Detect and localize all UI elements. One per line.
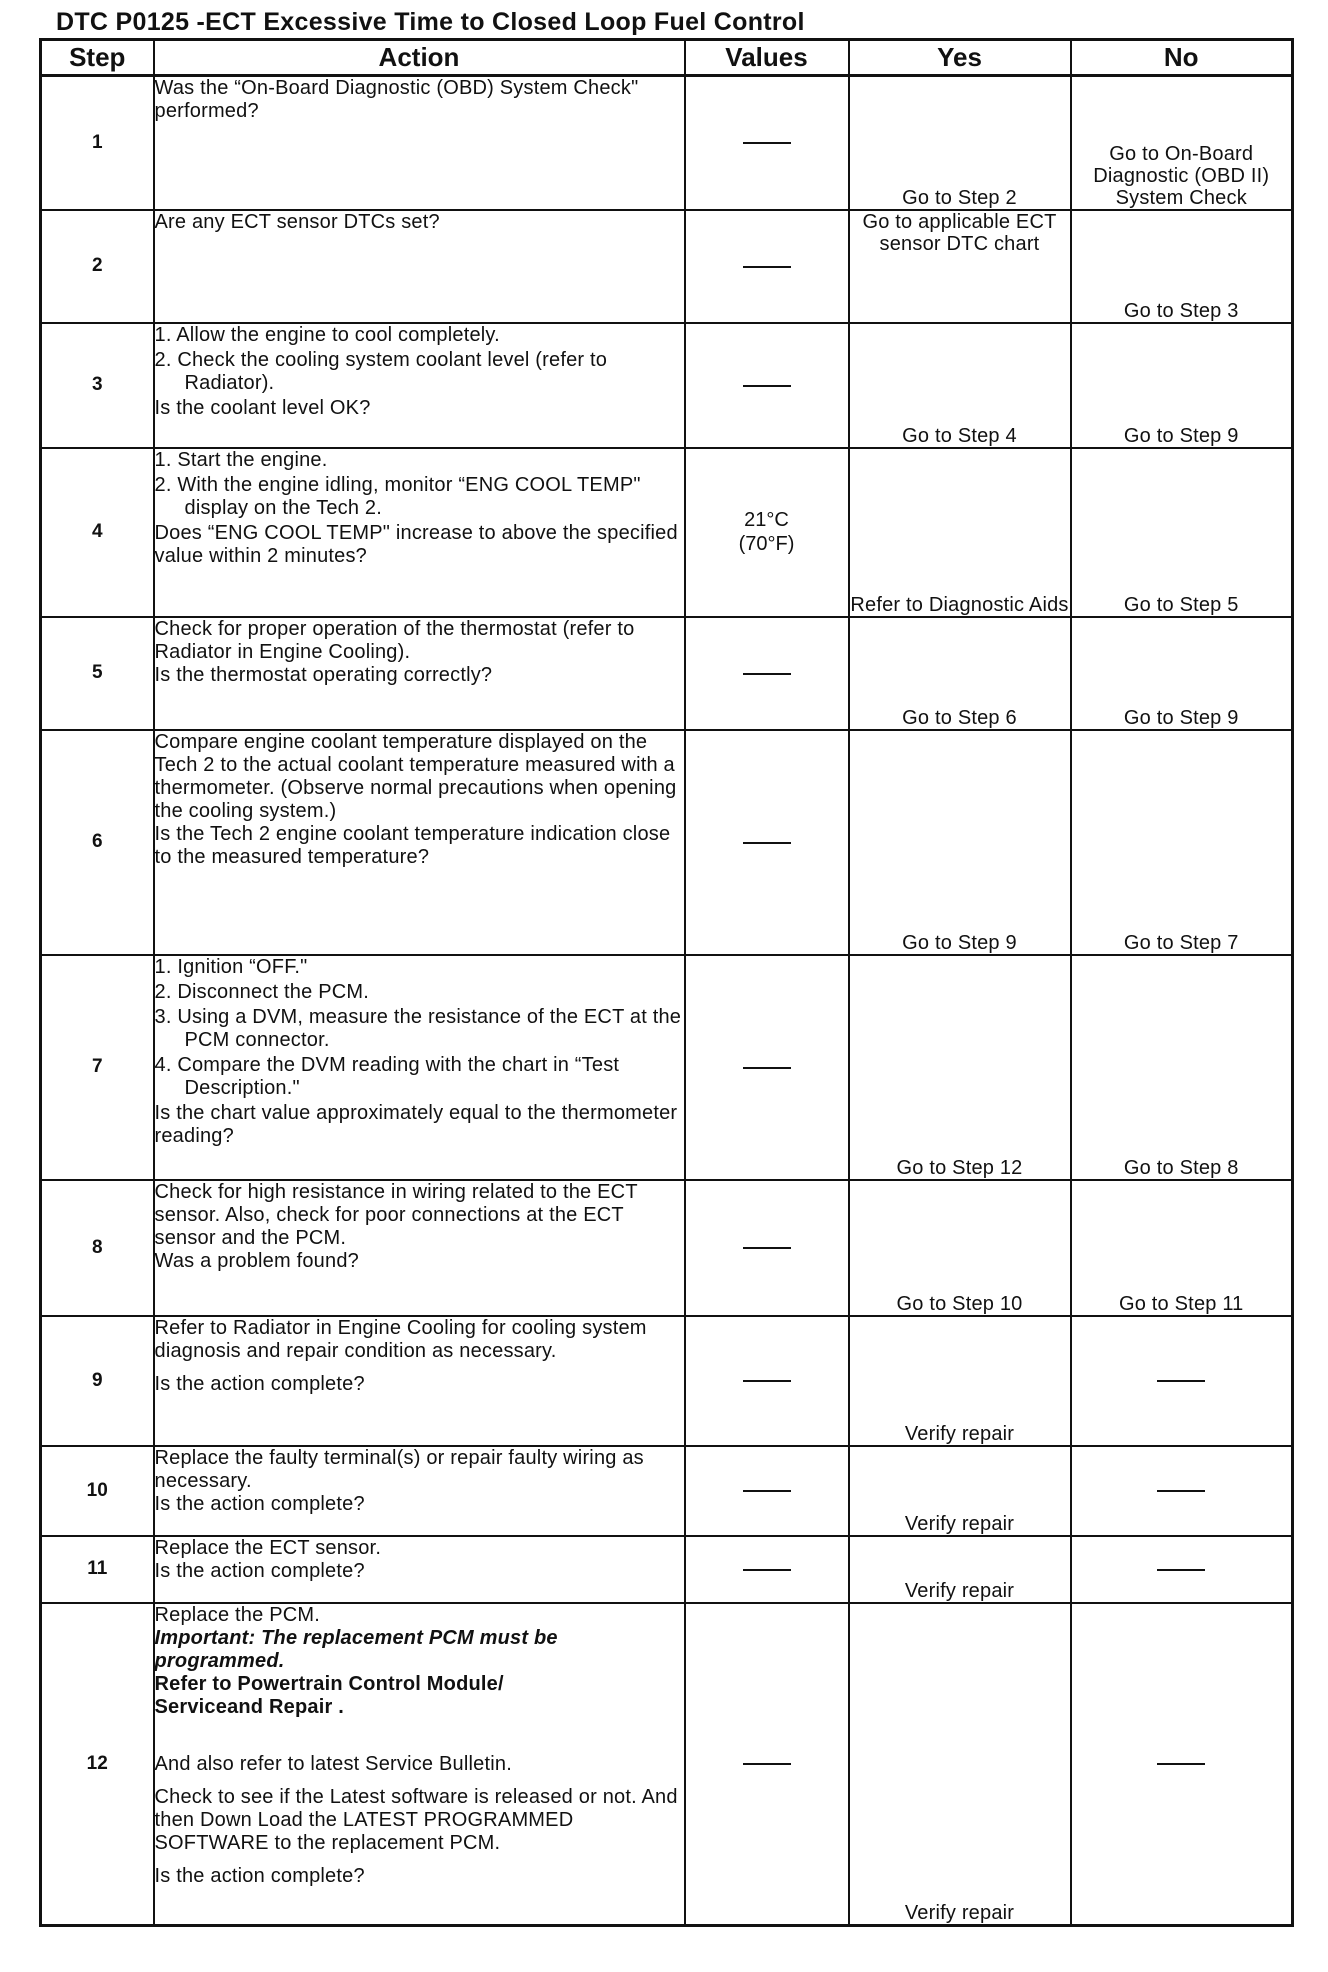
action-cell <box>154 617 685 730</box>
bulletin-note: And also refer to latest Service Bulletin. <box>154 1752 512 1775</box>
no-cell: Go to Step 7 <box>1071 730 1293 955</box>
table-row <box>41 323 1293 448</box>
values-cell <box>685 1603 849 1926</box>
step-number: 12 <box>41 1603 154 1926</box>
values-cell <box>685 76 849 210</box>
action-cell <box>154 210 685 323</box>
step-number: 4 <box>41 448 154 617</box>
no-value-dash <box>743 1380 791 1382</box>
values-cell <box>685 1316 849 1446</box>
page-title: DTC P0125 -ECT Excessive Time to Closed Loop Fuel Control <box>56 8 805 36</box>
action-cell <box>154 76 685 210</box>
action-question: Is the action complete? <box>154 1492 365 1515</box>
table-row <box>41 730 1293 955</box>
action-question: Is the Tech 2 engine coolant temperature indication close to the measured temperature? <box>154 822 671 868</box>
no-value-dash <box>743 266 791 268</box>
yes-cell: Go to applicable ECT sensor DTC chart <box>849 210 1071 323</box>
action-text: Check for high resistance in wiring related to the ECT sensor. Also, check for poor connections at the ECT sensor and the PCM. <box>154 1180 638 1249</box>
software-note: Check to see if the Latest software is released or not. And then Down Load the LATEST PROGRAMMED SOFTWARE to the replacement PCM. <box>154 1785 678 1854</box>
header-values: Values <box>685 40 849 76</box>
yes-cell: Go to Step 2 <box>849 76 1071 210</box>
yes-cell: Verify repair <box>849 1536 1071 1603</box>
action-question: Was the “On-Board Diagnostic (OBD) System Check" performed? <box>154 77 639 122</box>
yes-cell: Go to Step 6 <box>849 617 1071 730</box>
important-note: Important: The replacement PCM must be programmed. <box>154 1626 558 1672</box>
reference-link: Serviceand Repair . <box>154 1695 344 1718</box>
table-row <box>41 1446 1293 1536</box>
no-value-dash <box>743 1247 791 1249</box>
action-cell <box>154 1536 685 1603</box>
no-cell <box>1071 1446 1293 1536</box>
action-instruction: 2. Disconnect the PCM. <box>154 980 369 1003</box>
table-row <box>41 955 1293 1180</box>
action-text: Compare engine coolant temperature displayed on the Tech 2 to the actual coolant temperature measured with a thermometer. (Observe normal precautions when opening the cooling system.) <box>154 730 677 822</box>
table-row <box>41 617 1293 730</box>
yes-cell: Go to Step 4 <box>849 323 1071 448</box>
action-instruction: 1. Start the engine. <box>154 448 328 471</box>
table-row <box>41 1180 1293 1316</box>
no-value-dash <box>743 842 791 844</box>
action-instruction: 3. Using a DVM, measure the resistance of the ECT at the PCM connector. <box>154 1005 682 1051</box>
action-instruction: 1. Allow the engine to cool completely. <box>154 323 500 346</box>
action-question: Are any ECT sensor DTCs set? <box>154 210 440 233</box>
action-cell <box>154 1180 685 1316</box>
action-cell <box>154 448 685 617</box>
no-value-dash <box>743 1569 791 1571</box>
action-cell <box>154 1316 685 1446</box>
step-number: 10 <box>41 1446 154 1536</box>
table-row <box>41 210 1293 323</box>
no-value-dash <box>743 385 791 387</box>
step-number: 3 <box>41 323 154 448</box>
action-text: Replace the faulty terminal(s) or repair faulty wiring as necessary. <box>154 1446 644 1492</box>
values-cell <box>685 955 849 1180</box>
action-instruction: 4. Compare the DVM reading with the chart in “Test Description." <box>154 1053 620 1099</box>
yes-cell: Refer to Diagnostic Aids <box>849 448 1071 617</box>
table-row <box>41 1316 1293 1446</box>
no-cell: Go to On-Board Diagnostic (OBD II) System Check <box>1071 76 1293 210</box>
no-cell: Go to Step 3 <box>1071 210 1293 323</box>
no-cell: Go to Step 5 <box>1071 448 1293 617</box>
no-value-dash <box>1157 1763 1205 1765</box>
step-number: 11 <box>41 1536 154 1603</box>
values-cell <box>685 1180 849 1316</box>
action-question: Does “ENG COOL TEMP" increase to above the specified value within 2 minutes? <box>154 521 678 567</box>
action-question: Is the thermostat operating correctly? <box>154 663 493 686</box>
yes-cell: Go to Step 10 <box>849 1180 1071 1316</box>
action-text: Replace the ECT sensor. <box>154 1536 382 1559</box>
step-number: 6 <box>41 730 154 955</box>
action-question: Is the action complete? <box>154 1864 365 1887</box>
step-number: 2 <box>41 210 154 323</box>
yes-cell: Go to Step 12 <box>849 955 1071 1180</box>
step-number: 1 <box>41 76 154 210</box>
action-text: Check for proper operation of the thermostat (refer to Radiator in Engine Cooling). <box>154 617 635 663</box>
values-cell <box>685 448 849 617</box>
reference-link: Refer to Powertrain Control Module/ <box>154 1672 504 1695</box>
action-instruction: 2. With the engine idling, monitor “ENG COOL TEMP" display on the Tech 2. <box>154 473 641 519</box>
step-number: 9 <box>41 1316 154 1446</box>
no-value-dash <box>743 142 791 144</box>
values-cell <box>685 617 849 730</box>
no-cell: Go to Step 11 <box>1071 1180 1293 1316</box>
values-cell <box>685 730 849 955</box>
step-number: 5 <box>41 617 154 730</box>
action-instruction: 2. Check the cooling system coolant level (refer to Radiator). <box>154 348 608 394</box>
no-value-dash <box>1157 1380 1205 1382</box>
action-question: Is the coolant level OK? <box>154 396 371 419</box>
yes-cell: Verify repair <box>849 1603 1071 1926</box>
yes-cell: Go to Step 9 <box>849 730 1071 955</box>
yes-cell: Verify repair <box>849 1316 1071 1446</box>
table-row <box>41 1603 1293 1926</box>
action-cell <box>154 730 685 955</box>
no-cell: Go to Step 8 <box>1071 955 1293 1180</box>
no-value-dash <box>1157 1569 1205 1571</box>
no-value-dash <box>743 1490 791 1492</box>
no-cell <box>1071 1316 1293 1446</box>
action-question: Is the action complete? <box>154 1559 365 1582</box>
action-text: Refer to Radiator in Engine Cooling for cooling system diagnosis and repair condition as necessary. <box>154 1316 647 1362</box>
no-cell <box>1071 1603 1293 1926</box>
action-cell <box>154 1603 685 1926</box>
yes-cell: Verify repair <box>849 1446 1071 1536</box>
header-no: No <box>1071 40 1293 76</box>
action-cell <box>154 323 685 448</box>
table-header-row <box>41 40 1293 76</box>
diagnostic-table <box>39 38 1294 1927</box>
header-step: Step <box>41 40 154 76</box>
action-cell <box>154 955 685 1180</box>
no-value-dash <box>1157 1490 1205 1492</box>
table-row <box>41 448 1293 617</box>
table-row <box>41 1536 1293 1603</box>
action-question: Is the action complete? <box>154 1372 365 1395</box>
action-instruction: 1. Ignition “OFF." <box>154 955 308 978</box>
no-value-dash <box>743 1067 791 1069</box>
action-cell <box>154 1446 685 1536</box>
values-cell <box>685 1446 849 1536</box>
header-yes: Yes <box>849 40 1071 76</box>
header-action: Action <box>154 40 685 76</box>
value-celsius: 21°C <box>744 509 789 531</box>
value-fahrenheit: (70°F) <box>738 533 795 555</box>
values-cell <box>685 1536 849 1603</box>
no-cell: Go to Step 9 <box>1071 617 1293 730</box>
action-text: Replace the PCM. <box>154 1603 320 1626</box>
no-cell: Go to Step 9 <box>1071 323 1293 448</box>
no-value-dash <box>743 1763 791 1765</box>
step-number: 7 <box>41 955 154 1180</box>
no-cell <box>1071 1536 1293 1603</box>
no-value-dash <box>743 673 791 675</box>
action-question: Was a problem found? <box>154 1249 359 1272</box>
values-cell <box>685 210 849 323</box>
step-number: 8 <box>41 1180 154 1316</box>
action-question: Is the chart value approximately equal to the thermometer reading? <box>154 1101 678 1147</box>
values-cell <box>685 323 849 448</box>
table-row <box>41 76 1293 210</box>
